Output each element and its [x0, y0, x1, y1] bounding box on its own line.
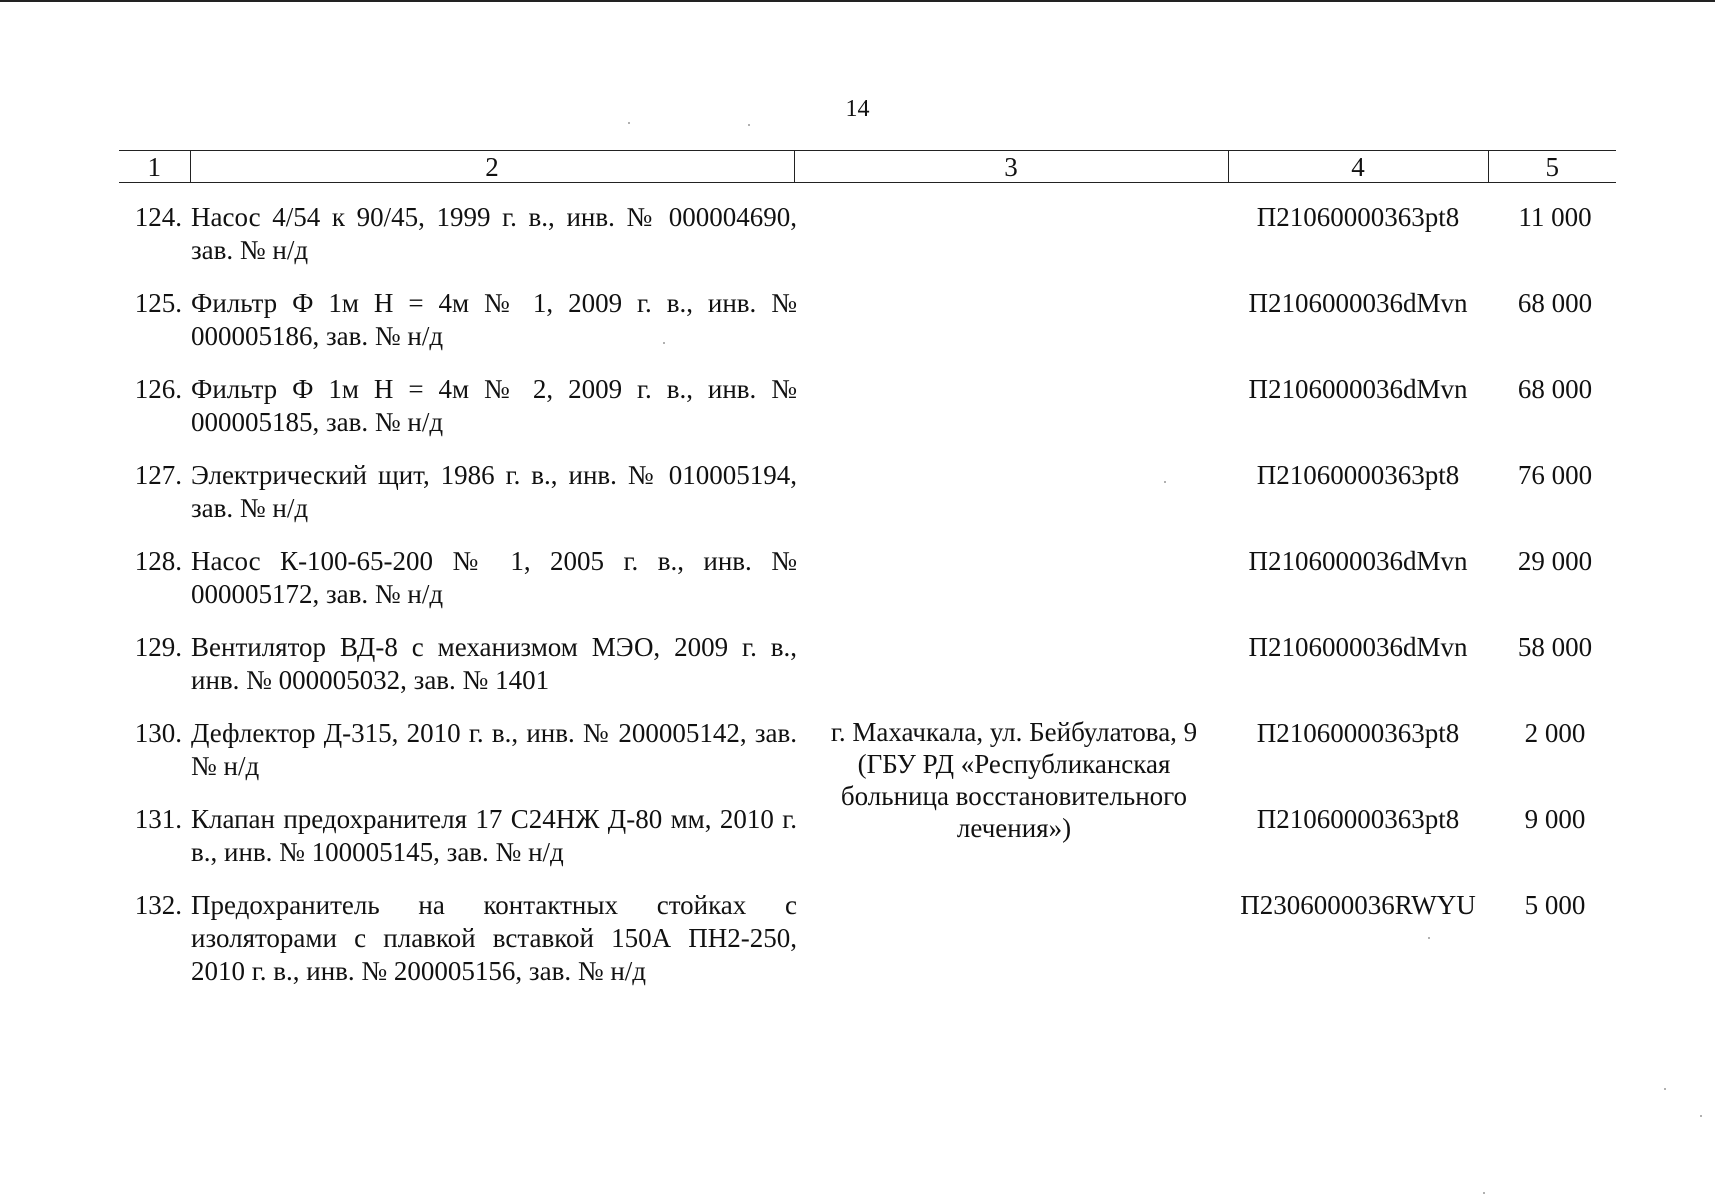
scan-speck	[628, 122, 630, 124]
scan-speck	[1164, 481, 1166, 483]
item-price: 76 000	[1517, 460, 1593, 490]
item-price: 5 000	[1524, 890, 1586, 920]
item-description: Клапан предохранителя 17 С24НЖ Д-80 мм, 2010 г. в., инв. № 100005145, зав. № н/д	[191, 804, 797, 867]
item-price: 68 000	[1517, 374, 1593, 404]
item-description: Насос 4/54 к 90/45, 1999 г. в., инв. № 000004690, зав. № н/д	[191, 202, 797, 265]
item-price: 2 000	[1524, 718, 1586, 748]
row-number: 130.	[134, 718, 182, 748]
row-number: 126.	[134, 374, 182, 404]
item-code: П2106000036dMvn	[1248, 374, 1468, 404]
header-col-1: 1	[119, 151, 190, 183]
column-number-header	[119, 150, 1616, 183]
scan-speck	[1428, 937, 1430, 939]
page-number: 14	[845, 96, 870, 122]
item-description: Фильтр Ф 1м Н = 4м № 1, 2009 г. в., инв. № 000005186, зав. № н/д	[191, 288, 797, 351]
item-description: Электрический щит, 1986 г. в., инв. № 010005194, зав. № н/д	[191, 460, 797, 523]
item-description: Предохранитель на контактных стойках с изоляторами с плавкой вставкой 150А ПН2-250, 2010 г. в., инв. № 200005156, зав. № н/д	[191, 890, 797, 986]
item-code: П21060000363pt8	[1256, 202, 1460, 232]
scan-edge-line	[0, 0, 1715, 2]
row-number: 124.	[134, 202, 182, 232]
header-col-5: 5	[1488, 151, 1616, 183]
row-number: 125.	[134, 288, 182, 318]
row-number: 128.	[134, 546, 182, 576]
item-description: Фильтр Ф 1м Н = 4м № 2, 2009 г. в., инв. № 000005185, зав. № н/д	[191, 374, 797, 437]
item-code: П21060000363pt8	[1256, 804, 1460, 834]
item-price: 11 000	[1518, 202, 1592, 232]
item-code: П2106000036dMvn	[1248, 546, 1468, 576]
row-number: 127.	[134, 460, 182, 490]
item-code: П2306000036RWYU	[1240, 890, 1476, 920]
scan-speck	[1483, 1192, 1485, 1194]
item-price: 29 000	[1517, 546, 1593, 576]
item-code: П21060000363pt8	[1256, 718, 1460, 748]
location-address: г. Махачкала, ул. Бейбулатова, 9 (ГБУ РД «Республиканская больница восстановительного лечения»)	[830, 717, 1198, 843]
scan-speck	[663, 342, 665, 344]
scan-speck	[748, 124, 750, 126]
item-code: П2106000036dMvn	[1248, 632, 1468, 662]
item-description: Насос К-100-65-200 № 1, 2005 г. в., инв. № 000005172, зав. № н/д	[191, 546, 797, 609]
item-description: Вентилятор ВД-8 с механизмом МЭО, 2009 г. в., инв. № 000005032, зав. № 1401	[191, 632, 797, 695]
item-code: П2106000036dMvn	[1248, 288, 1468, 318]
scan-speck	[1700, 1115, 1702, 1117]
header-col-4: 4	[1228, 151, 1488, 183]
row-number: 129.	[134, 632, 182, 662]
row-number: 131.	[134, 804, 182, 834]
item-description: Дефлектор Д-315, 2010 г. в., инв. № 200005142, зав. № н/д	[191, 718, 797, 781]
item-code: П21060000363pt8	[1256, 460, 1460, 490]
header-col-3: 3	[794, 151, 1228, 183]
item-price: 68 000	[1517, 288, 1593, 318]
item-price: 58 000	[1517, 632, 1593, 662]
row-number: 132.	[134, 890, 182, 920]
scan-speck	[1664, 1088, 1666, 1090]
header-col-2: 2	[190, 151, 794, 183]
item-price: 9 000	[1524, 804, 1586, 834]
